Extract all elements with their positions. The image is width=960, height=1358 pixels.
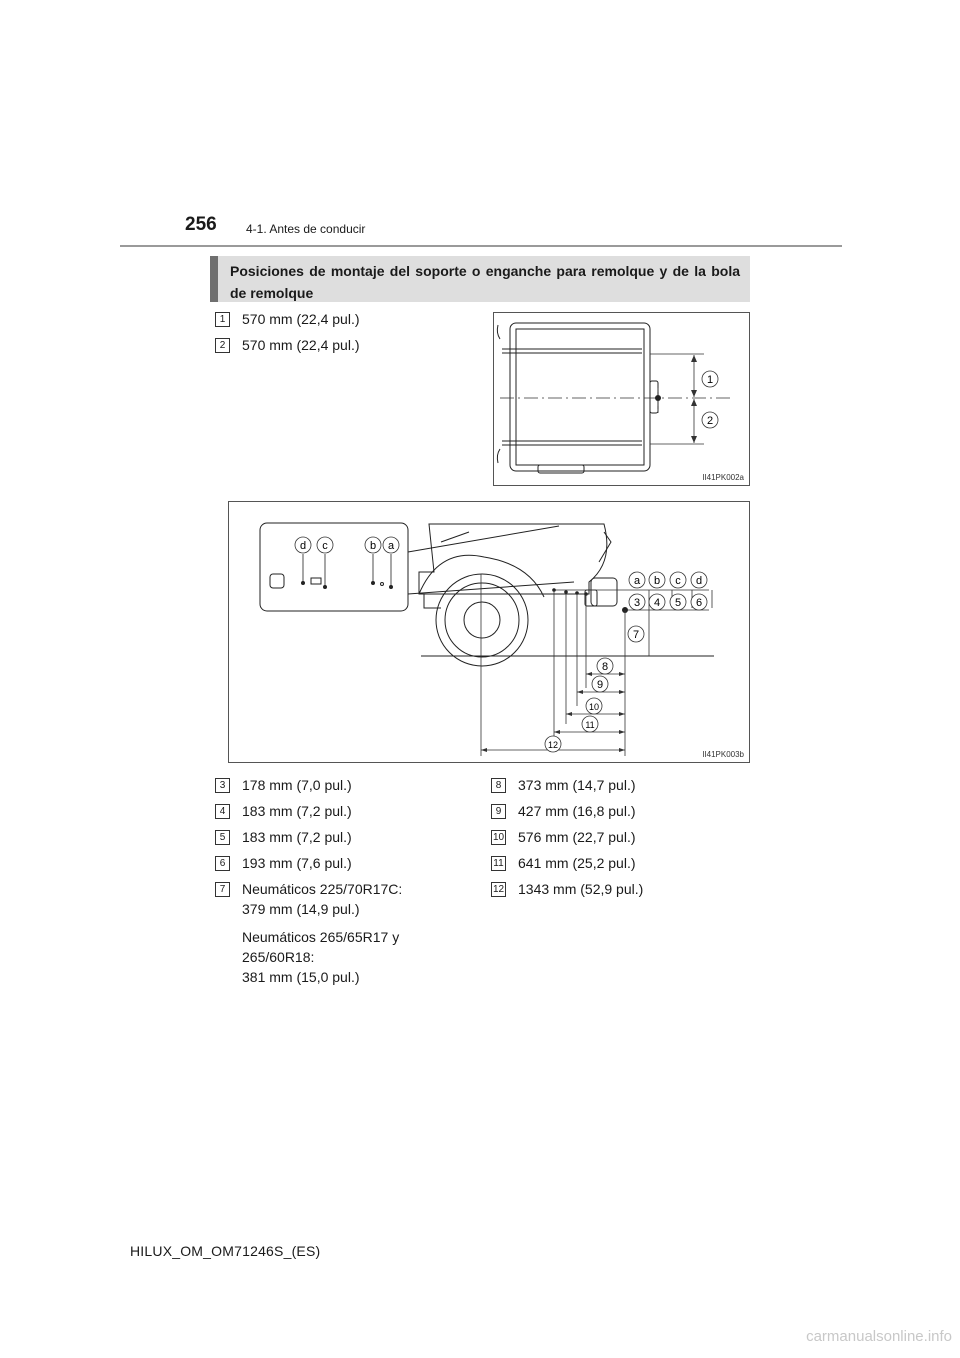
item-number: 5 [215, 830, 230, 845]
watermark: carmanualsonline.info [806, 1328, 952, 1345]
section-heading-box [210, 256, 750, 302]
item-number: 11 [491, 856, 506, 871]
vehicle-top-view-drawing [494, 313, 749, 485]
callout-6: 6 [695, 597, 703, 609]
inset-callout-b: b [369, 540, 377, 552]
item-number: 2 [215, 338, 230, 353]
page-number: 256 [185, 214, 217, 235]
item-text: 265/60R18: [242, 949, 315, 965]
item-text: 183 mm (7,2 pul.) [242, 829, 352, 845]
callout-c: c [675, 575, 681, 587]
figure-side-view [228, 501, 750, 763]
section-heading: Posiciones de montaje del soporte o enganche para remolque y de la bola de remolque [230, 263, 740, 301]
item-number: 6 [215, 856, 230, 871]
figure-top-view [493, 312, 750, 486]
callout-5: 5 [674, 597, 682, 609]
item-text: Neumáticos 265/65R17 y [242, 929, 400, 945]
callout-b: b [653, 575, 661, 587]
item-number: 4 [215, 804, 230, 819]
callout-7: 7 [632, 629, 640, 641]
callout-3: 3 [633, 597, 641, 609]
item-text: 576 mm (22,7 pul.) [518, 829, 636, 845]
figure-caption: II41PK002a [702, 473, 744, 482]
vehicle-side-view-drawing [229, 502, 749, 762]
callout-d: d [695, 575, 703, 587]
item-text: 570 mm (22,4 pul.) [242, 337, 360, 353]
item-text: 183 mm (7,2 pul.) [242, 803, 352, 819]
callout-12: 12 [547, 740, 559, 750]
inset-callout-d: d [299, 540, 307, 552]
header-divider [120, 245, 842, 247]
callout-1: 1 [706, 374, 714, 386]
item-number: 3 [215, 778, 230, 793]
callout-9: 9 [596, 679, 604, 691]
document-footer: HILUX_OM_OM71246S_(ES) [130, 1243, 321, 1259]
item-text: 427 mm (16,8 pul.) [518, 803, 636, 819]
callout-10: 10 [588, 702, 600, 712]
item-text: 178 mm (7,0 pul.) [242, 777, 352, 793]
callout-2: 2 [706, 415, 714, 427]
item-number: 1 [215, 312, 230, 327]
section-label: 4-1. Antes de conducir [246, 222, 366, 236]
item-text: 373 mm (14,7 pul.) [518, 777, 636, 793]
callout-8: 8 [601, 661, 609, 673]
item-text: 641 mm (25,2 pul.) [518, 855, 636, 871]
item-text: 381 mm (15,0 pul.) [242, 969, 360, 985]
item-number: 12 [492, 884, 505, 895]
item-number: 8 [491, 778, 506, 793]
callout-a: a [633, 575, 641, 587]
item-text: 193 mm (7,6 pul.) [242, 855, 352, 871]
callout-11: 11 [585, 720, 595, 730]
item-number: 9 [491, 804, 506, 819]
figure-caption: II41PK003b [702, 750, 744, 759]
item-text: 1343 mm (52,9 pul.) [518, 881, 644, 897]
item-text: Neumáticos 225/70R17C: [242, 881, 403, 897]
item-number: 7 [215, 882, 230, 897]
callout-4: 4 [653, 597, 661, 609]
inset-callout-a: a [387, 540, 395, 552]
item-text: 570 mm (22,4 pul.) [242, 311, 360, 327]
item-number: 10 [492, 832, 505, 843]
inset-callout-c: c [322, 540, 328, 552]
item-text: 379 mm (14,9 pul.) [242, 901, 360, 917]
